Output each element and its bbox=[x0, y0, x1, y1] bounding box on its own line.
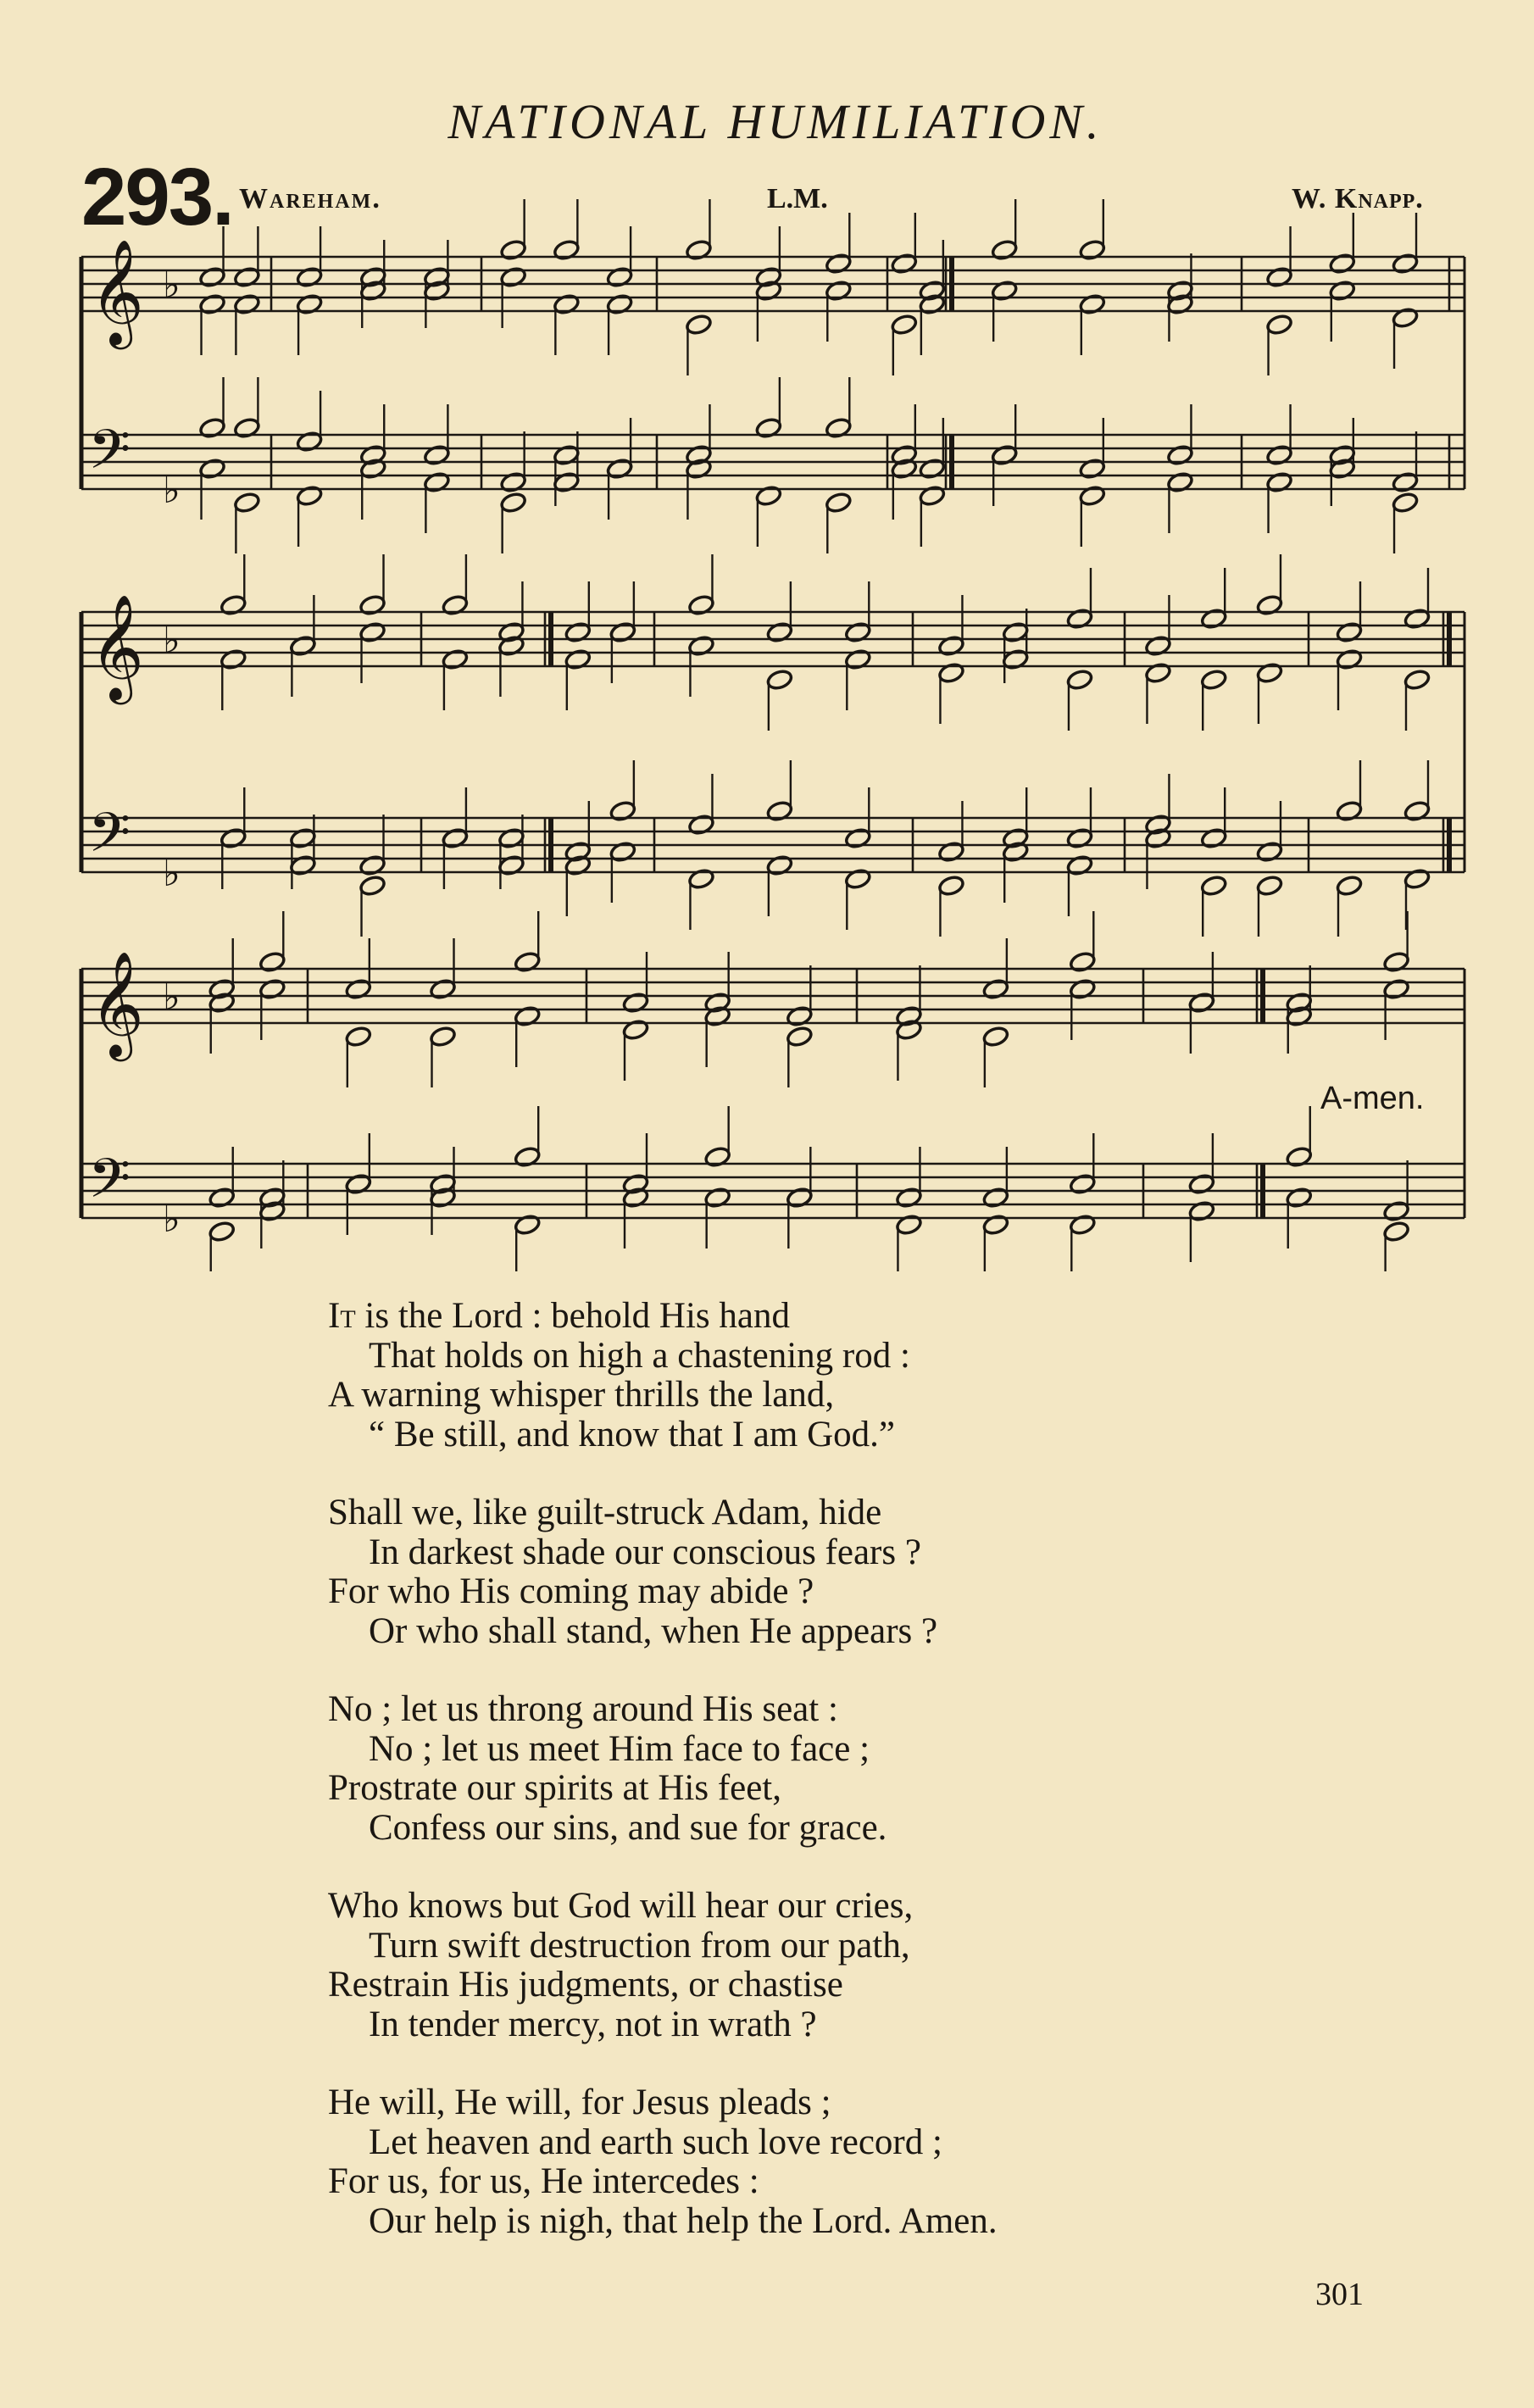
note-head bbox=[606, 293, 633, 315]
note-head bbox=[1144, 635, 1171, 657]
note-head bbox=[1002, 621, 1029, 643]
verse-line: For who His coming may abide ? bbox=[328, 1571, 814, 1611]
note-head bbox=[1066, 854, 1093, 876]
treble-clef-icon: 𝄞 bbox=[90, 951, 144, 1057]
note-head bbox=[825, 417, 852, 439]
verse-line: Confess our sins, and sue for grace. bbox=[369, 1807, 887, 1848]
note-head bbox=[844, 868, 871, 890]
note-head bbox=[685, 314, 712, 336]
note-head bbox=[891, 314, 918, 336]
note-head bbox=[429, 1026, 456, 1048]
flat-icon: ♭ bbox=[163, 852, 181, 895]
note-head bbox=[1069, 951, 1096, 973]
verse-line: Or who shall stand, when He appears ? bbox=[369, 1610, 938, 1651]
note-head bbox=[296, 485, 323, 507]
note-head bbox=[1256, 841, 1283, 863]
note-head bbox=[1336, 800, 1363, 822]
note-head bbox=[891, 253, 918, 275]
stanza bbox=[328, 1493, 1430, 1651]
note-head bbox=[514, 1146, 541, 1168]
note-head bbox=[499, 492, 526, 514]
note-head bbox=[553, 293, 580, 315]
note-head bbox=[1200, 875, 1227, 897]
note-head bbox=[1144, 662, 1171, 684]
note-head bbox=[514, 1214, 541, 1236]
amen-label: A-men. bbox=[1320, 1081, 1425, 1116]
treble-clef-icon: 𝄞 bbox=[90, 594, 144, 700]
verse-line: Our help is nigh, that help the Lord. Amen. bbox=[369, 2200, 998, 2241]
note-head bbox=[622, 1019, 649, 1041]
note-head bbox=[499, 266, 526, 288]
note-head bbox=[220, 827, 247, 849]
note-head bbox=[1166, 471, 1193, 493]
note-head bbox=[220, 648, 247, 670]
note-head bbox=[1392, 471, 1419, 493]
note-head bbox=[991, 280, 1018, 302]
note-head bbox=[289, 635, 316, 657]
note-head bbox=[766, 854, 793, 876]
note-head bbox=[499, 471, 526, 493]
note-head bbox=[1066, 669, 1093, 691]
note-head bbox=[497, 827, 525, 849]
note-head bbox=[1069, 978, 1096, 1000]
note-head bbox=[233, 266, 260, 288]
note-head bbox=[1403, 608, 1431, 630]
note-head bbox=[208, 1221, 236, 1243]
note-head bbox=[1392, 253, 1419, 275]
note-head bbox=[687, 635, 714, 657]
note-head bbox=[1200, 608, 1227, 630]
note-head bbox=[1403, 800, 1431, 822]
note-head bbox=[289, 827, 316, 849]
note-head bbox=[258, 978, 286, 1000]
note-head bbox=[198, 458, 225, 480]
note-head bbox=[982, 978, 1009, 1000]
meter: L.M. bbox=[767, 183, 828, 214]
note-head bbox=[499, 239, 526, 261]
note-head bbox=[622, 992, 649, 1014]
note-head bbox=[703, 1187, 731, 1209]
note-head bbox=[233, 417, 260, 439]
note-head bbox=[1200, 827, 1227, 849]
note-head bbox=[1329, 253, 1356, 275]
verse-line: Prostrate our spirits at His feet, bbox=[328, 1768, 782, 1808]
note-head bbox=[358, 621, 386, 643]
note-head bbox=[1392, 492, 1419, 514]
note-head bbox=[1286, 1146, 1313, 1168]
note-head bbox=[825, 253, 852, 275]
note-head bbox=[1382, 978, 1409, 1000]
note-head bbox=[606, 266, 633, 288]
note-head bbox=[1166, 444, 1193, 466]
note-head bbox=[1002, 648, 1029, 670]
note-head bbox=[1188, 1200, 1215, 1222]
tune-name: Wareham. bbox=[239, 183, 381, 214]
note-head bbox=[564, 621, 592, 643]
note-head bbox=[685, 239, 712, 261]
note-head bbox=[1265, 266, 1292, 288]
verse-line: Who knows but God will hear our cries, bbox=[328, 1886, 914, 1926]
bass-clef-icon: 𝄢 bbox=[88, 1148, 131, 1224]
note-head bbox=[1265, 444, 1292, 466]
note-head bbox=[1200, 669, 1227, 691]
note-head bbox=[1382, 951, 1409, 973]
note-head bbox=[220, 594, 247, 616]
note-head bbox=[198, 266, 225, 288]
hymn-text bbox=[328, 1297, 1430, 2280]
note-head bbox=[296, 266, 323, 288]
note-head bbox=[442, 648, 469, 670]
note-head bbox=[1256, 594, 1283, 616]
note-head bbox=[553, 444, 580, 466]
note-head bbox=[553, 239, 580, 261]
note-head bbox=[564, 648, 592, 670]
note-head bbox=[1382, 1200, 1409, 1222]
note-head bbox=[755, 417, 782, 439]
bass-clef-icon: 𝄢 bbox=[88, 419, 131, 495]
flat-icon: ♭ bbox=[163, 469, 181, 512]
note-head bbox=[825, 280, 852, 302]
verse-line: For us, for us, He intercedes : bbox=[328, 2161, 759, 2201]
note-head bbox=[289, 854, 316, 876]
note-head bbox=[1336, 621, 1363, 643]
note-head bbox=[1329, 280, 1356, 302]
note-head bbox=[1066, 608, 1093, 630]
note-head bbox=[1265, 471, 1292, 493]
flat-icon: ♭ bbox=[163, 1198, 181, 1241]
note-head bbox=[1256, 662, 1283, 684]
note-head bbox=[1256, 875, 1283, 897]
note-head bbox=[766, 800, 793, 822]
note-head bbox=[1079, 239, 1106, 261]
flat-icon: ♭ bbox=[163, 264, 181, 307]
note-head bbox=[1403, 669, 1431, 691]
note-head bbox=[1079, 458, 1106, 480]
note-head bbox=[1382, 1221, 1409, 1243]
note-head bbox=[1188, 1173, 1215, 1195]
stanza bbox=[328, 2083, 1430, 2241]
note-head bbox=[982, 1026, 1009, 1048]
verse-line: “ Be still, and know that I am God.” bbox=[369, 1414, 895, 1454]
note-head bbox=[442, 594, 469, 616]
bass-clef-icon: 𝄢 bbox=[88, 802, 131, 878]
verse-line: Let heaven and earth such love record ; bbox=[369, 2122, 942, 2162]
stanza bbox=[328, 1690, 1430, 1848]
note-head bbox=[208, 1187, 236, 1209]
note-head bbox=[1066, 827, 1093, 849]
note-head bbox=[895, 1214, 922, 1236]
note-head bbox=[442, 827, 469, 849]
verse-line: A warning whisper thrills the land, bbox=[328, 1375, 835, 1415]
note-head bbox=[766, 621, 793, 643]
note-head bbox=[345, 1026, 372, 1048]
note-head bbox=[296, 431, 323, 453]
note-head bbox=[1079, 485, 1106, 507]
flat-icon: ♭ bbox=[163, 619, 181, 662]
verse-line: In darkest shade our conscious fears ? bbox=[369, 1532, 921, 1572]
note-head bbox=[825, 492, 852, 514]
verse-line: Shall we, like guilt-struck Adam, hide bbox=[328, 1493, 882, 1532]
note-head bbox=[258, 951, 286, 973]
note-head bbox=[786, 1187, 813, 1209]
stanza bbox=[328, 1297, 1430, 1454]
note-head bbox=[786, 1026, 813, 1048]
note-head bbox=[606, 458, 633, 480]
composer: W. Knapp. bbox=[1292, 183, 1424, 214]
verse-line: Restrain His judgments, or chastise bbox=[328, 1965, 843, 2005]
note-head bbox=[844, 827, 871, 849]
note-head bbox=[358, 875, 386, 897]
verse-line: He will, He will, for Jesus pleads ; bbox=[328, 2083, 831, 2122]
note-head bbox=[358, 594, 386, 616]
note-head bbox=[358, 854, 386, 876]
note-head bbox=[1079, 293, 1106, 315]
section-title: NATIONAL HUMILIATION. bbox=[447, 94, 1103, 149]
note-head bbox=[609, 621, 636, 643]
note-head bbox=[937, 635, 964, 657]
verse-line: No ; let us throng around His seat : bbox=[328, 1689, 838, 1729]
note-head bbox=[1403, 868, 1431, 890]
note-head bbox=[429, 978, 456, 1000]
note-head bbox=[553, 471, 580, 493]
note-head bbox=[1069, 1173, 1096, 1195]
note-head bbox=[991, 239, 1018, 261]
note-head bbox=[786, 1005, 813, 1027]
note-head bbox=[755, 485, 782, 507]
note-head bbox=[937, 875, 964, 897]
note-head bbox=[844, 621, 871, 643]
note-head bbox=[919, 485, 946, 507]
note-head bbox=[233, 492, 260, 514]
note-head bbox=[514, 951, 541, 973]
treble-clef-icon: 𝄞 bbox=[90, 239, 144, 345]
drop-word: It bbox=[328, 1296, 356, 1336]
note-head bbox=[687, 814, 714, 836]
note-head bbox=[345, 978, 372, 1000]
stanza bbox=[328, 1887, 1430, 2044]
note-head bbox=[514, 1005, 541, 1027]
verse-line: No ; let us meet Him face to face ; bbox=[369, 1728, 870, 1769]
verse-line: It is the Lord : behold His hand bbox=[328, 1296, 791, 1336]
note-head bbox=[609, 841, 636, 863]
hymn-number: 293. bbox=[81, 152, 233, 242]
note-head bbox=[844, 648, 871, 670]
note-head bbox=[233, 293, 260, 315]
verse-line: Turn swift destruction from our path, bbox=[369, 1925, 910, 1966]
note-head bbox=[1265, 314, 1292, 336]
note-head bbox=[937, 662, 964, 684]
note-head bbox=[1336, 648, 1363, 670]
note-head bbox=[1188, 992, 1215, 1014]
note-head bbox=[766, 669, 793, 691]
note-head bbox=[1392, 307, 1419, 329]
note-head bbox=[982, 1214, 1009, 1236]
note-head bbox=[198, 417, 225, 439]
note-head bbox=[497, 854, 525, 876]
note-head bbox=[919, 458, 946, 480]
note-head bbox=[609, 800, 636, 822]
note-head bbox=[423, 471, 450, 493]
note-head bbox=[687, 868, 714, 890]
verse-line: That holds on high a chastening rod : bbox=[369, 1335, 910, 1376]
note-head bbox=[991, 444, 1018, 466]
note-head bbox=[703, 1146, 731, 1168]
note-head bbox=[687, 594, 714, 616]
note-head bbox=[198, 293, 225, 315]
note-head bbox=[937, 841, 964, 863]
note-head bbox=[895, 1187, 922, 1209]
note-head bbox=[423, 444, 450, 466]
note-head bbox=[1286, 1187, 1313, 1209]
note-head bbox=[1069, 1214, 1096, 1236]
page-number: 301 bbox=[1315, 2277, 1364, 2312]
note-head bbox=[345, 1173, 372, 1195]
verse-line: In tender mercy, not in wrath ? bbox=[369, 2004, 817, 2044]
note-head bbox=[982, 1187, 1009, 1209]
note-head bbox=[296, 293, 323, 315]
note-head bbox=[1336, 875, 1363, 897]
flat-icon: ♭ bbox=[163, 976, 181, 1019]
